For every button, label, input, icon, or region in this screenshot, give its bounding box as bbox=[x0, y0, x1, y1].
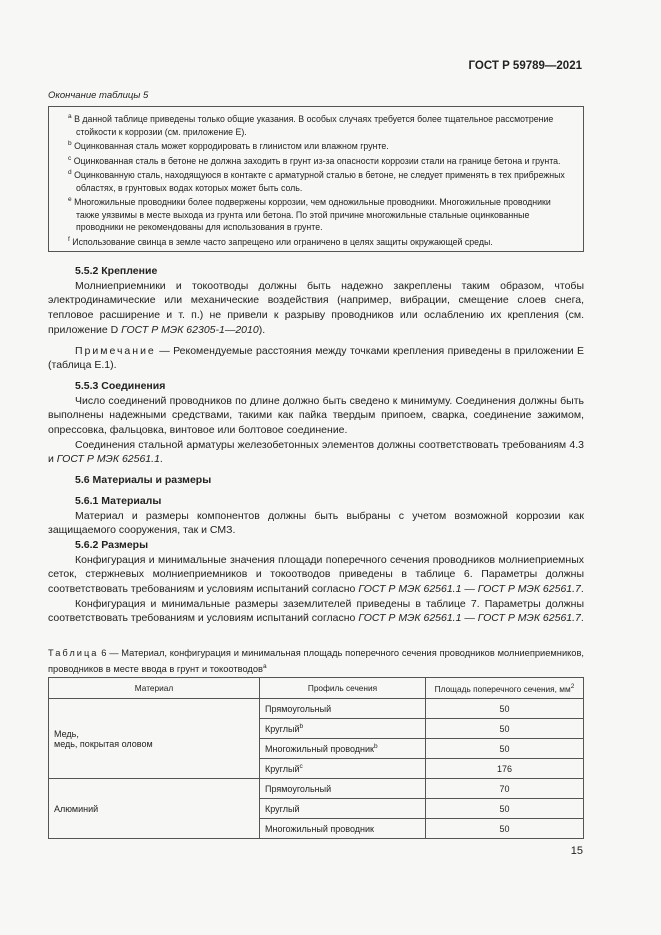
table-row bbox=[49, 779, 584, 799]
paragraph: Конфигурация и минимальные размеры заземлителей приведены в таблице 7. Параметры должны соответствовать требованиям и условиям испытаний согласно ГОСТ Р МЭК 62561.1 — ГОСТ Р МЭК 62561.7. bbox=[48, 597, 584, 625]
profile-cell: Многожильный проводник bbox=[260, 819, 426, 839]
profile-cell: Прямоугольный bbox=[260, 779, 426, 799]
material-cell: Алюминий bbox=[49, 779, 260, 839]
header-area: Площадь поперечного сечения, $мм^2$ bbox=[426, 678, 584, 699]
table-caption: Таблица 6 — Материал, конфигурация и минимальная площадь поперечного сечения проводников молниеприемников, проводников в месте ввода в грунт и токоотводов$^a$ bbox=[48, 648, 584, 675]
footnote: $^b$ Оцинкованная сталь может корродировать в глинистом или влажном грунте. bbox=[68, 140, 389, 152]
page-number: 15 bbox=[570, 845, 583, 857]
area-cell: 50 bbox=[426, 819, 584, 839]
section-heading-5-6: 5.6 Материалы и размеры bbox=[75, 474, 212, 487]
document-body bbox=[48, 264, 584, 626]
footnote: $^a$ В данной таблице приведены только общие указания. В особых случаях требуется более тщательное рассмотрение стойкости к коррозии (см. приложение Е). bbox=[68, 113, 554, 137]
area-cell: 50 bbox=[426, 719, 584, 739]
footnotes-box bbox=[48, 106, 584, 252]
paragraph: Соединения стальной арматуры железобетонных элементов должны соответствовать требованиям 4.3 и ГОСТ Р МЭК 62561.1. bbox=[48, 438, 584, 466]
footnote: $^d$ Оцинкованную сталь, находящуюся в контакте с арматурной сталью в бетоне, не следует применять в тех прибрежных областях, в грунтовых водах которых может быть соль. bbox=[68, 169, 565, 193]
profile-cell: Круглый bbox=[260, 799, 426, 819]
material-cell: Медь, медь, покрытая оловом bbox=[49, 699, 260, 779]
area-cell: 50 bbox=[426, 699, 584, 719]
profile-cell: Многожильный проводник$^b$ bbox=[260, 739, 426, 759]
paragraph: Материал и размеры компонентов должны быть выбраны с учетом возможной коррозии как защищаемого сооружения, так и СМЗ. bbox=[48, 509, 584, 537]
profile-cell: Прямоугольный bbox=[260, 699, 426, 719]
footnote: $^f$ Использование свинца в земле часто запрещено или ограничено в целях защиты окружающей среды. bbox=[68, 235, 493, 247]
table-row bbox=[49, 699, 584, 719]
table-6 bbox=[48, 677, 584, 839]
table-header-row bbox=[49, 678, 584, 699]
footnote: $^c$ Оцинкованная сталь в бетоне не должна заходить в грунт из-за опасности коррозии стали на границе бетона и грунта. bbox=[68, 154, 561, 166]
section-heading-5-5-2: 5.5.2 Крепление bbox=[75, 265, 158, 277]
section-heading-5-5-3: 5.5.3 Соединения bbox=[75, 379, 166, 392]
document-code: ГОСТ Р 59789—2021 bbox=[468, 60, 582, 72]
footnote: $^e$ Многожильные проводники более подвержены коррозии, чем одножильные проводники. Многожильные проводники также уязвимы в месте выхода из грунта или бетона. По этой причине многожильные стальные оцинкованные проводники не рекомендованы для использования в грунте. bbox=[68, 196, 551, 233]
profile-cell: Круглый$^c$ bbox=[260, 759, 426, 779]
paragraph: Молниеприемники и токоотводы должны быть надежно закреплены таким образом, чтобы электродинамические или механические воздействия (например, вибрации, смещение слоев снега, тепловое расширение и т. п.) не привели к разрыву проводников или ослаблению их крепления (см. приложение D ГОСТ Р МЭК 62305-1—2010). bbox=[48, 279, 584, 336]
header-material: Материал bbox=[49, 678, 260, 699]
paragraph: Конфигурация и минимальные значения площади поперечного сечения проводников молниеприемных сеток, стержневых молниеприемников и токоотводов приведены в таблице 6. Параметры должны соответствовать требованиям и условиям испытаний согласно ГОСТ Р МЭК 62561.1 — ГОСТ Р МЭК 62561.7. bbox=[48, 553, 584, 596]
note: Примечание — Рекомендуемые расстояния между точками крепления приведены в приложении Е (таблица Е.1). bbox=[48, 344, 584, 372]
profile-cell: Круглый$^b$ bbox=[260, 719, 426, 739]
area-cell: 50 bbox=[426, 739, 584, 759]
section-heading-5-6-2: 5.6.2 Размеры bbox=[75, 538, 149, 551]
area-cell: 176 bbox=[426, 759, 584, 779]
area-cell: 70 bbox=[426, 779, 584, 799]
area-cell: 50 bbox=[426, 799, 584, 819]
section-heading-5-6-1: 5.6.1 Материалы bbox=[75, 494, 162, 507]
paragraph: Число соединений проводников по длине должно быть сведено к минимуму. Соединения должны быть выполнены надежными средствами, такими как пайка твердым припоем, сварка, соединение зажимом, опрессовка, фальцовка, винтовое или болтовое соединение. bbox=[48, 394, 584, 437]
table-continuation-label: Окончание таблицы 5 bbox=[48, 90, 149, 101]
header-profile: Профиль сечения bbox=[260, 678, 426, 699]
